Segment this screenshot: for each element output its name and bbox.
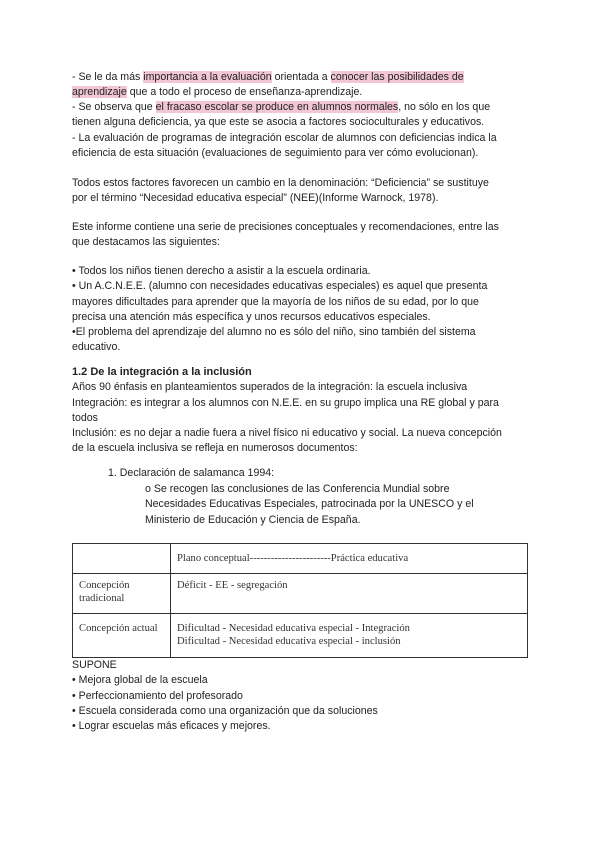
list-item: • Lograr escuelas más eficaces y mejores. — [72, 720, 271, 733]
text: precisa una atención más específica y unos recursos educativos especiales. — [72, 310, 431, 323]
text: Integración: es integrar a los alumnos con N.E.E. en su grupo implica una RE global y para — [72, 396, 499, 409]
text: que destacamos las siguientes: — [72, 236, 220, 249]
table-cell: Dificultad - Necesidad educativa especial - Integración Dificultad - Necesidad educativa especial - inclusión — [177, 623, 410, 647]
text: que a todo el proceso de enseñanza-aprendizaje. — [126, 86, 363, 99]
sub-list-item — [145, 482, 530, 528]
paragraph-fracaso — [72, 100, 530, 131]
list-item: • Mejora global de la escuela — [72, 674, 208, 687]
table-row — [73, 574, 527, 614]
table-cell: Déficit - EE - segregación — [177, 580, 288, 591]
text: , no sólo en los que — [398, 101, 491, 113]
text: Ministerio de Educación y Ciencia de España. — [145, 513, 361, 526]
text: Inclusión: es no dejar a nadie fuera a nivel físico ni educativo y social. La nueva concepción — [72, 427, 502, 440]
concept-table — [72, 543, 528, 658]
list-item: • Todos los niños tienen derecho a asistir a la escuela ordinaria. — [72, 265, 371, 277]
table-row — [73, 614, 527, 658]
text: - La evaluación de programas de integración escolar de alumnos con deficiencias indica la — [72, 132, 497, 144]
paragraph-factores — [72, 176, 530, 207]
text: mayores dificultades para aprender que la mayoría de los niños de su edad, por lo que — [72, 295, 479, 308]
supone-list — [72, 658, 530, 734]
text: orientada a — [271, 71, 331, 83]
text: - Se le da más — [72, 71, 144, 83]
text: o Se recogen las conclusiones de las Conferencia Mundial sobre — [145, 483, 450, 495]
section-heading: 1.2 De la integración a la inclusión — [72, 366, 252, 378]
text: tienen alguna deficiencia, ya que este se asocia a factores socioculturales y educativos. — [72, 116, 485, 129]
list-item: •El problema del aprendizaje del alumno no es sólo del niño, sino también del sistema — [72, 326, 476, 339]
numbered-list-item — [108, 466, 528, 481]
text: Todos estos factores favorecen un cambio en la denominación: “Deficiencia” se sustituye — [72, 177, 489, 189]
text: educativo. — [72, 341, 121, 354]
table-cell-label: Concepción tradicional — [73, 574, 171, 613]
table-cell-label: Concepción actual — [73, 614, 171, 658]
list-item: 1. Declaración de salamanca 1994: — [108, 467, 275, 479]
highlight-conocer: conocer las posibilidades de — [330, 71, 464, 83]
table-header-row — [73, 544, 527, 574]
bullet-list-recomendaciones — [72, 264, 530, 356]
text: Necesidades Educativas Especiales, patrocinada por la UNESCO y el — [145, 498, 474, 511]
list-title: SUPONE — [72, 659, 117, 671]
text: de la escuela inclusiva se refleja en numerosos documentos: — [72, 442, 358, 455]
highlight-aprendizaje: aprendizaje — [72, 86, 127, 99]
table-header-cell: Plano conceptual-----------------------Práctica educativa — [177, 553, 409, 564]
section-integracion-inclusion — [72, 365, 530, 457]
highlight-fracaso: el fracaso escolar se produce en alumnos normales — [155, 101, 399, 113]
text: Años 90 énfasis en planteamientos superados de la integración: la escuela inclusiva — [72, 381, 468, 394]
list-item: • Perfeccionamiento del profesorado — [72, 689, 243, 702]
highlight-importancia: importancia a la evaluación — [143, 71, 272, 83]
paragraph-evaluacion-programas — [72, 131, 530, 162]
list-item: • Un A.C.N.E.E. (alumno con necesidades educativas especiales) es aquel que presenta — [72, 280, 488, 293]
paragraph-informe — [72, 220, 530, 251]
text: Este informe contiene una serie de precisiones conceptuales y recomendaciones, entre las — [72, 221, 499, 233]
text: eficiencia de esta situación (evaluaciones de seguimiento para ver cómo evolucionan). — [72, 147, 479, 160]
list-item: • Escuela considerada como una organización que da soluciones — [72, 704, 378, 717]
text: todos — [72, 411, 98, 424]
text: - Se observa que — [72, 101, 156, 113]
table-header-cell-empty — [73, 544, 171, 573]
paragraph-evaluacion — [72, 70, 530, 101]
text: por el término “Necesidad educativa especial” (NEE)(Informe Warnock, 1978). — [72, 192, 439, 205]
